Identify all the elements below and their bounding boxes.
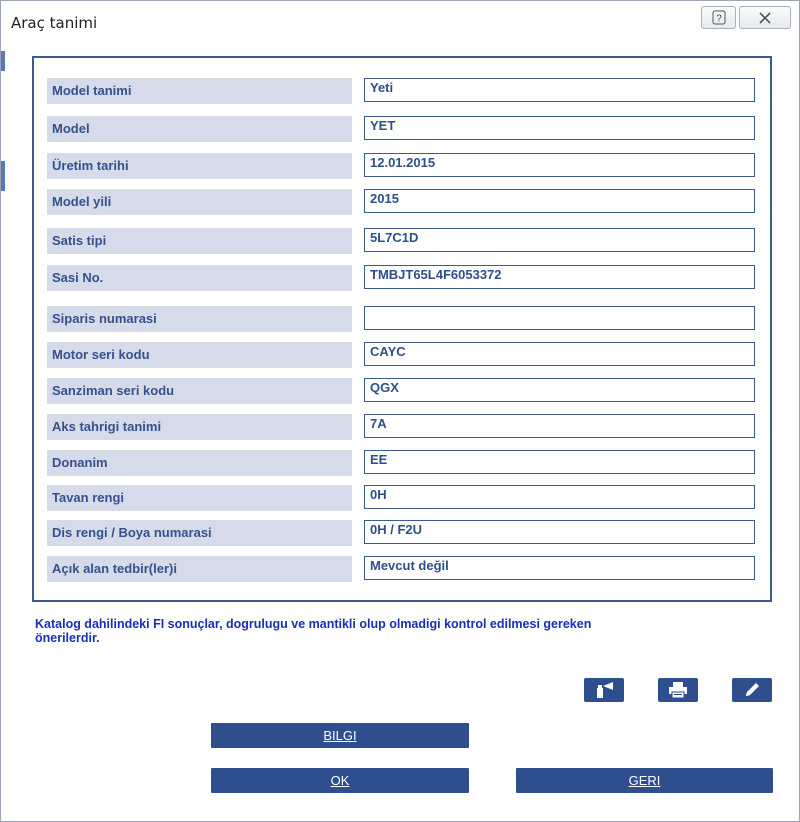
field-row	[47, 450, 740, 476]
field-label: Sanziman seri kodu	[47, 378, 352, 404]
field-value[interactable]: 0H	[364, 485, 755, 509]
field-value[interactable]	[364, 306, 755, 330]
field-label: Dis rengi / Boya numarasi	[47, 520, 352, 546]
field-value[interactable]: 7A	[364, 414, 755, 438]
field-value[interactable]: Yeti	[364, 78, 755, 102]
svg-text:?: ?	[715, 13, 722, 24]
field-label: Model tanimi	[47, 78, 352, 104]
field-value[interactable]: 0H / F2U	[364, 520, 755, 544]
edit-button[interactable]	[732, 678, 772, 702]
field-row	[47, 556, 740, 582]
field-label: Satis tipi	[47, 228, 352, 254]
field-row	[47, 342, 740, 368]
field-value[interactable]: YET	[364, 116, 755, 140]
field-value[interactable]: 5L7C1D	[364, 228, 755, 252]
field-value[interactable]: EE	[364, 450, 755, 474]
field-row	[47, 153, 740, 179]
help-button[interactable]	[701, 6, 736, 29]
field-label: Donanim	[47, 450, 352, 476]
field-value[interactable]: TMBJT65L4F6053372	[364, 265, 755, 289]
field-value[interactable]: 12.01.2015	[364, 153, 755, 177]
spray-icon	[593, 681, 615, 699]
field-row	[47, 189, 740, 215]
field-row	[47, 306, 740, 332]
field-row	[47, 520, 740, 546]
bilgi-button[interactable]: BILGI	[211, 723, 469, 748]
field-row	[47, 265, 740, 291]
field-value[interactable]: QGX	[364, 378, 755, 402]
field-label: Üretim tarihi	[47, 153, 352, 179]
spray-button[interactable]	[584, 678, 624, 702]
print-button[interactable]	[658, 678, 698, 702]
field-value[interactable]: CAYC	[364, 342, 755, 366]
geri-button[interactable]: GERI	[516, 768, 773, 793]
window-edge-accent	[1, 161, 5, 191]
field-label: Siparis numarasi	[47, 306, 352, 332]
catalog-notice: Katalog dahilindeki FI sonuçlar, dogrulugu ve mantikli olup olmadigi kontrol edilmesi gereken önerilerdir.	[35, 617, 592, 645]
window-edge-accent	[1, 51, 5, 71]
vehicle-info-panel	[32, 56, 772, 602]
field-row	[47, 485, 740, 511]
field-label: Sasi No.	[47, 265, 352, 291]
field-value[interactable]: 2015	[364, 189, 755, 213]
field-label: Tavan rengi	[47, 485, 352, 511]
edit-icon	[742, 681, 762, 699]
field-row	[47, 116, 740, 142]
field-label: Model yili	[47, 189, 352, 215]
field-row	[47, 228, 740, 254]
field-label: Motor seri kodu	[47, 342, 352, 368]
window-title: Araç tanimi	[11, 14, 98, 32]
field-row	[47, 78, 740, 104]
field-label: Model	[47, 116, 352, 142]
field-row	[47, 378, 740, 404]
close-button[interactable]	[739, 6, 791, 29]
field-label: Aks tahrigi tanimi	[47, 414, 352, 440]
print-icon	[668, 681, 688, 699]
help-icon	[712, 10, 726, 26]
field-label: Açık alan tedbir(ler)i	[47, 556, 352, 582]
field-row	[47, 414, 740, 440]
close-icon	[758, 11, 772, 25]
ok-button[interactable]: OK	[211, 768, 469, 793]
field-value[interactable]: Mevcut değil	[364, 556, 755, 580]
